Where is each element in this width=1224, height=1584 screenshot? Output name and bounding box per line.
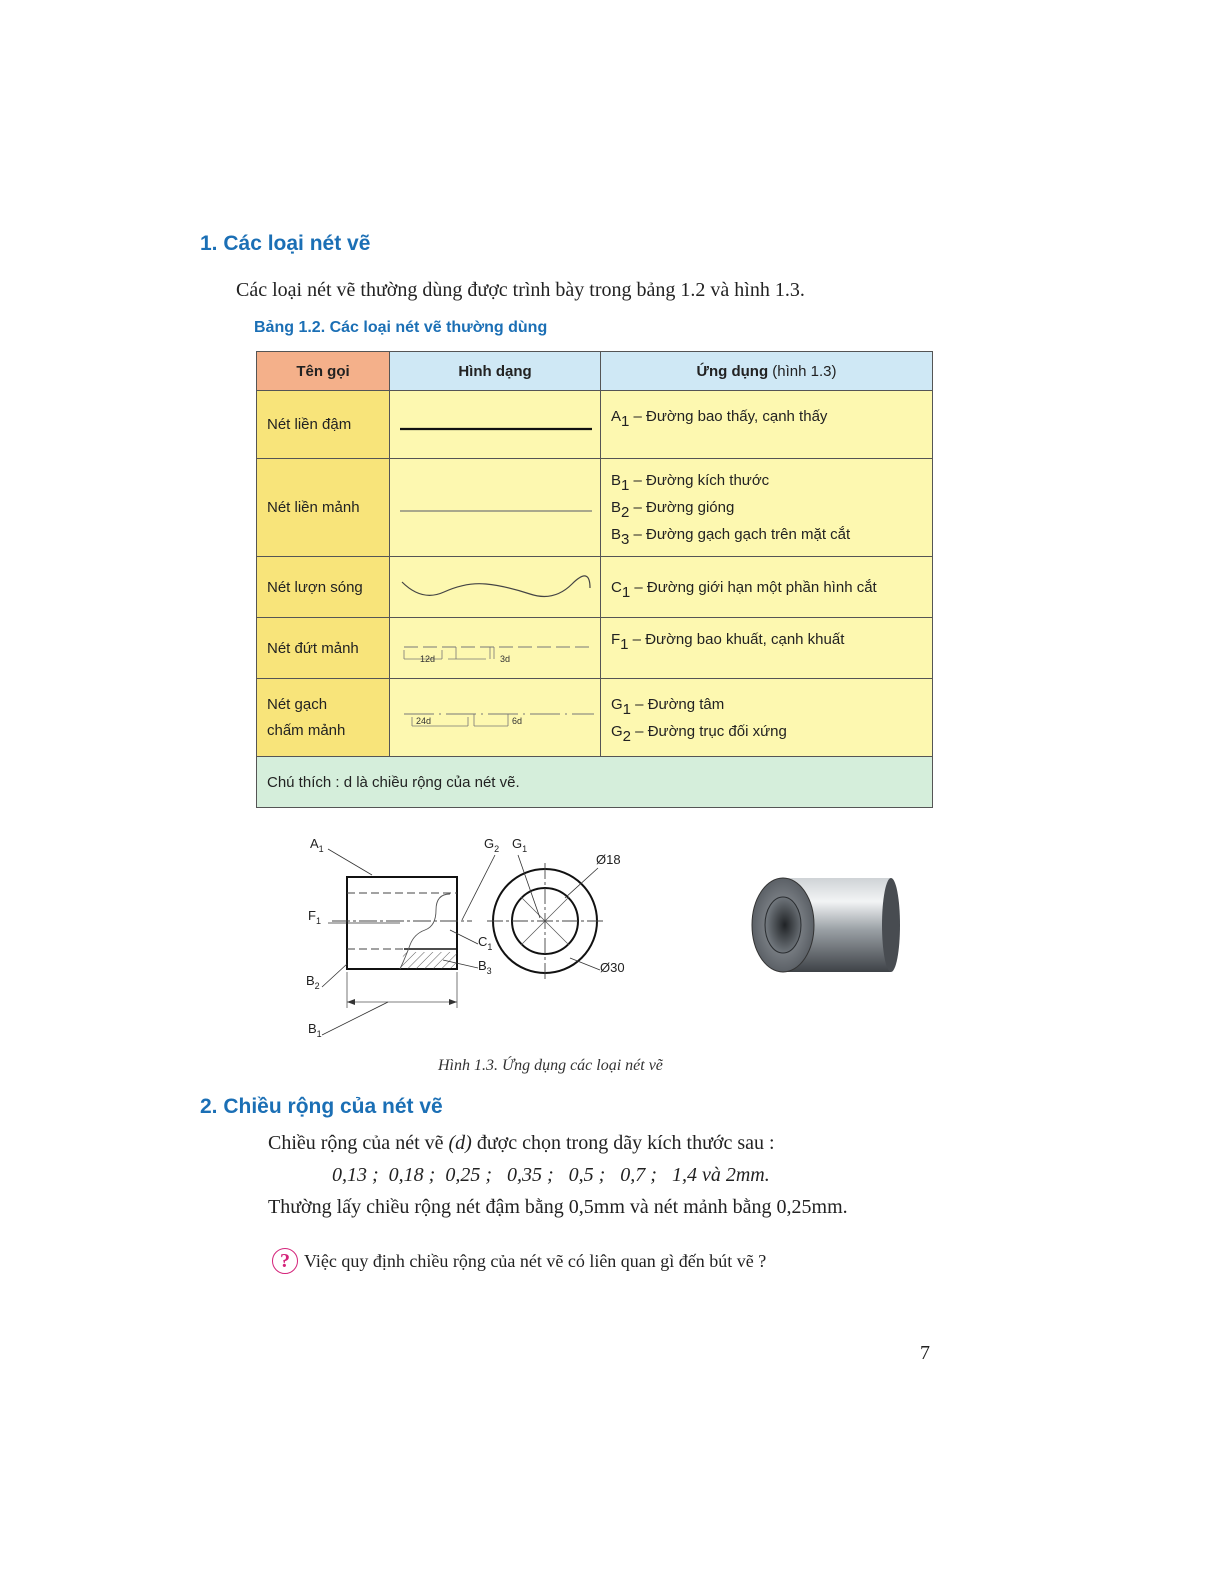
line-types-table bbox=[256, 351, 933, 808]
shape-thin-line bbox=[390, 459, 601, 557]
shape-wavy-line bbox=[390, 557, 601, 618]
table-row bbox=[257, 557, 933, 618]
label-c1: $C_1$ bbox=[478, 934, 493, 952]
label-g2: $G_2$ bbox=[484, 836, 500, 854]
row-name: Nét gạch chấm mảnh bbox=[257, 679, 390, 757]
question-icon: ? bbox=[272, 1248, 298, 1274]
header-use: Ứng dụng (hình 1.3) bbox=[601, 352, 933, 391]
shape-thick-line bbox=[390, 391, 601, 459]
header-name: Tên gọi bbox=[257, 352, 390, 391]
label-a1: $A_1$ bbox=[310, 836, 324, 854]
label-f1: $F_1$ bbox=[308, 908, 321, 926]
row-uses: F1 – Đường bao khuất, cạnh khuất bbox=[601, 618, 933, 679]
table-row bbox=[257, 391, 933, 459]
row-name: Nét liền mảnh bbox=[257, 459, 390, 557]
section-2-line-1: Chiều rộng của nét vẽ (d) được chọn trong dãy kích thước sau : bbox=[268, 1132, 775, 1154]
section-2-title: 2. Chiều rộng của nét vẽ bbox=[200, 1095, 443, 1118]
label-b2: $B_2$ bbox=[306, 973, 320, 991]
bushing-3d-illustration bbox=[745, 875, 905, 975]
dash-length-label: 12d bbox=[420, 653, 436, 664]
gap-length-label: 6d bbox=[512, 715, 523, 726]
shape-dash-dot-line bbox=[390, 679, 601, 757]
row-name: Nét liền đậm bbox=[257, 391, 390, 459]
row-uses: B1 – Đường kích thước B2 – Đường gióng B3 – Đường gạch gạch trên mặt cắt bbox=[601, 459, 933, 557]
label-diameter-30: Ø30 bbox=[600, 960, 625, 975]
question-text: Việc quy định chiều rộng của nét vẽ có liên quan gì đến bút vẽ ? bbox=[304, 1250, 767, 1271]
label-g1: $G_1$ bbox=[512, 836, 528, 854]
header-shape: Hình dạng bbox=[390, 352, 601, 391]
table-row bbox=[257, 618, 933, 679]
label-diameter-18: Ø18 bbox=[596, 852, 621, 867]
row-name: Nét lượn sóng bbox=[257, 557, 390, 618]
table-caption: Bảng 1.2. Các loại nét vẽ thường dùng bbox=[254, 319, 548, 336]
section-2-line-3: Thường lấy chiều rộng nét đậm bằng 0,5mm và nét mảnh bằng 0,25mm. bbox=[268, 1196, 848, 1218]
row-uses: A1 – Đường bao thấy, cạnh thấy bbox=[601, 391, 933, 459]
figure-caption: Hình 1.3. Ứng dụng các loại nét vẽ bbox=[438, 1057, 663, 1074]
page-number: 7 bbox=[920, 1342, 930, 1364]
table-note: Chú thích : d là chiều rộng của nét vẽ. bbox=[257, 757, 933, 808]
shape-dashed-line bbox=[390, 618, 601, 679]
dash-length-label: 24d bbox=[416, 715, 432, 726]
section-hatch bbox=[400, 952, 457, 969]
label-b1: $B_1$ bbox=[308, 1021, 322, 1039]
gap-length-label: 3d bbox=[500, 653, 511, 664]
table-row bbox=[257, 679, 933, 757]
row-uses: C1 – Đường giới hạn một phần hình cắt bbox=[601, 557, 933, 618]
section-1-title: 1. Các loại nét vẽ bbox=[200, 232, 371, 255]
label-b3: $B_3$ bbox=[478, 958, 492, 976]
table-row bbox=[257, 459, 933, 557]
question bbox=[272, 1248, 766, 1274]
technical-drawing bbox=[300, 830, 640, 1050]
row-name: Nét đứt mảnh bbox=[257, 618, 390, 679]
row-uses: G1 – Đường tâm G2 – Đường trục đối xứng bbox=[601, 679, 933, 757]
section-1-intro: Các loại nét vẽ thường dùng được trình bày trong bảng 1.2 và hình 1.3. bbox=[236, 279, 805, 301]
width-sizes: 0,13 ; 0,18 ; 0,25 ; 0,35 ; 0,5 ; 0,7 ; 1,4 và 2mm. bbox=[332, 1164, 770, 1186]
